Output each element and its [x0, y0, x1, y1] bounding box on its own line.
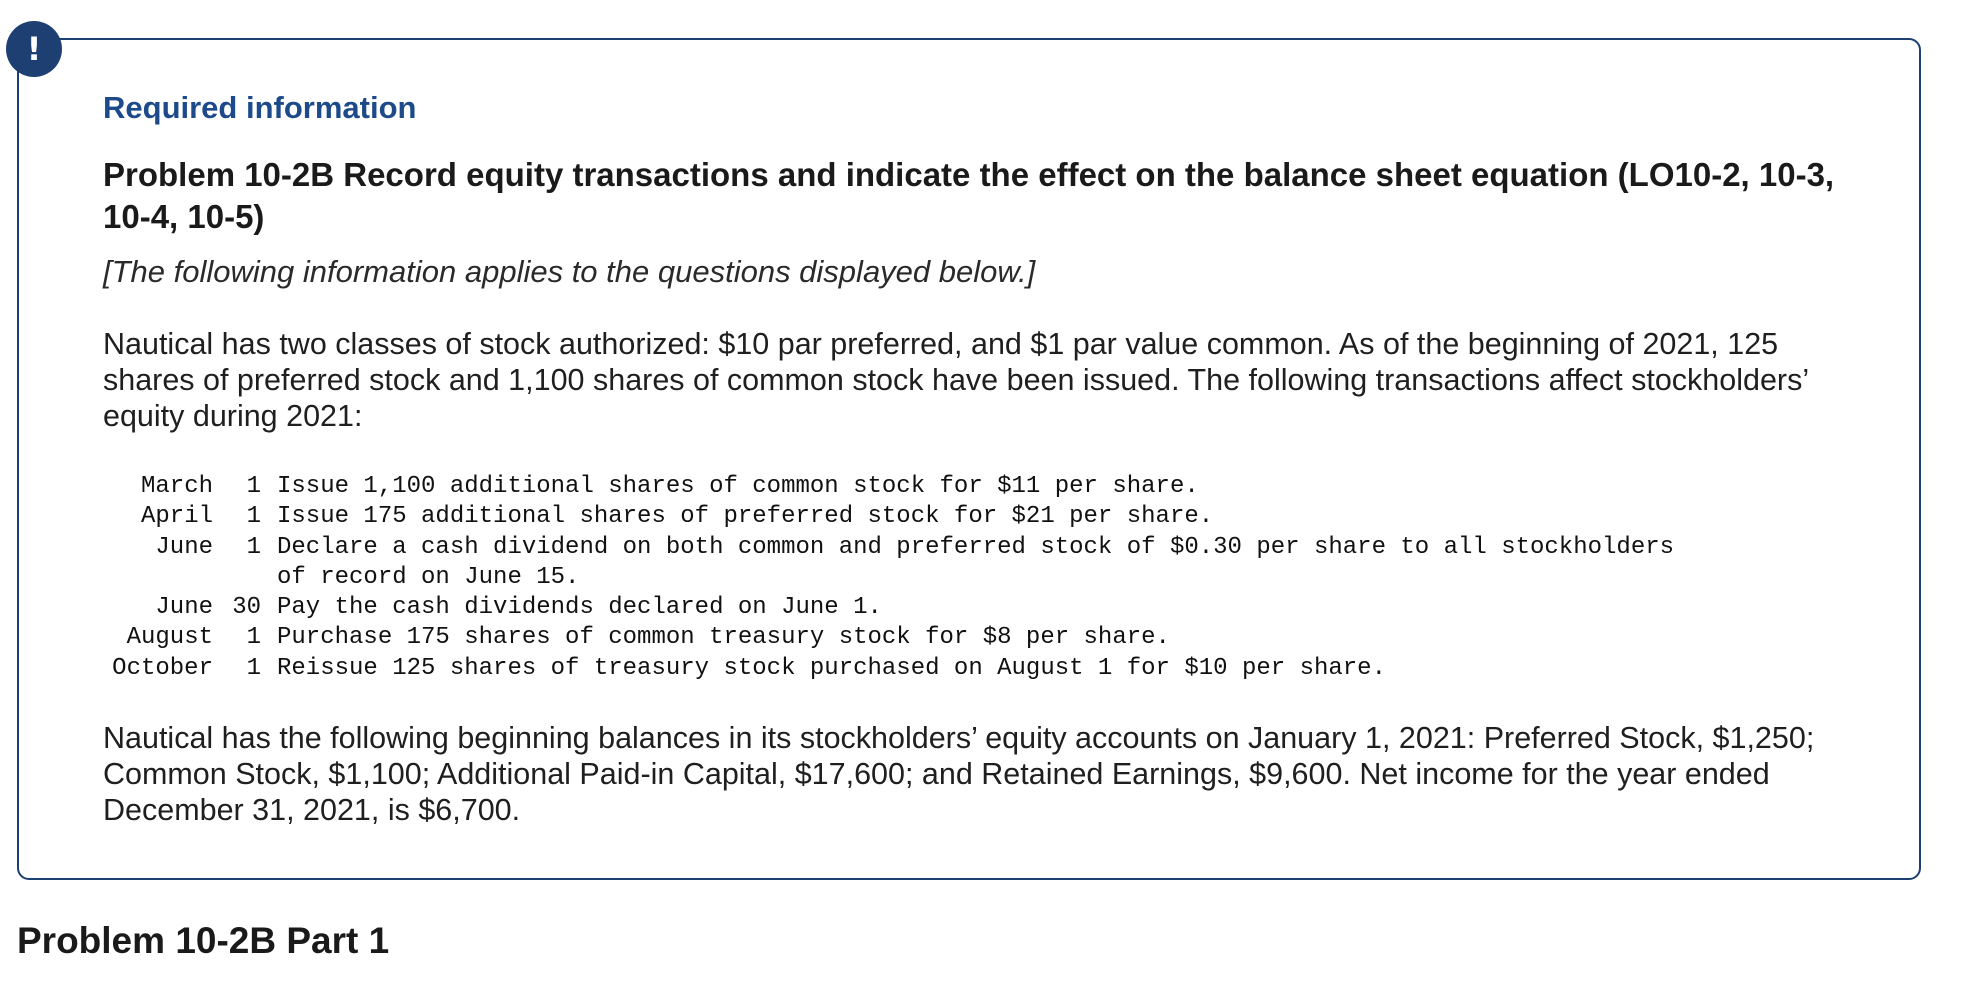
transaction-description: Reissue 125 shares of treasury stock purchased on August 1 for $10 per share. — [277, 654, 1386, 682]
exclamation-icon: ! — [6, 21, 62, 77]
transaction-month: August — [126, 624, 213, 652]
part-heading: Problem 10-2B Part 1 — [17, 920, 390, 961]
balances-paragraph: Nautical has the following beginning balances in its stockholders’ equity accounts on January 1, 2021: Preferred Stock, $1,250; Common Stock, $1,100; Additional Paid-in Capital, $17,600; and Retained Earnings, $9,600. Net income for the year ended December 31, 2021, is $6,700. — [103, 721, 1815, 828]
transaction-month: October — [112, 654, 213, 682]
transaction-row — [103, 593, 1863, 623]
transaction-description: Pay the cash dividends declared on June 1. — [277, 594, 882, 622]
problem-title: Problem 10-2B Record equity transactions and indicate the effect on the balance sheet equation (LO10-2, 10-3, 10-4, 10-5) — [103, 156, 1835, 235]
transaction-day: 1 — [246, 624, 261, 652]
required-information-content — [103, 88, 1863, 828]
transaction-description: Issue 175 additional shares of preferred stock for $21 per share. — [277, 503, 1214, 531]
transaction-day: 30 — [232, 594, 261, 622]
transaction-row — [103, 533, 1863, 563]
transaction-month: June — [155, 533, 213, 561]
transaction-day: 1 — [246, 503, 261, 531]
transaction-description: Declare a cash dividend on both common and preferred stock of $0.30 per share to all stockholders — [277, 533, 1675, 561]
intro-paragraph: Nautical has two classes of stock authorized: $10 par preferred, and $1 par value common. As of the beginning of 2021, 125 shares of preferred stock and 1,100 shares of common stock have been issued. The following transactions affect stockholders’ equity during 2021: — [103, 327, 1808, 433]
transaction-month: March — [140, 473, 213, 500]
transaction-row — [103, 502, 1863, 532]
transaction-day: 1 — [246, 473, 261, 500]
transaction-continuation: of record on June 15. — [277, 563, 580, 591]
transaction-description: Purchase 175 shares of common treasury stock for $8 per share. — [277, 624, 1170, 652]
transaction-month: June — [155, 594, 213, 622]
transaction-description: Issue 1,100 additional shares of common stock for $11 per share. — [277, 473, 1199, 500]
transaction-month: April — [140, 503, 213, 531]
required-information-heading: Required information — [103, 90, 417, 125]
transaction-row — [103, 623, 1863, 653]
transactions-list — [103, 472, 1863, 684]
transaction-row — [103, 654, 1863, 684]
transaction-day: 1 — [246, 654, 261, 682]
transaction-row — [103, 472, 1863, 502]
transaction-day: 1 — [246, 533, 261, 561]
applies-note: [The following information applies to the questions displayed below.] — [103, 254, 1036, 289]
